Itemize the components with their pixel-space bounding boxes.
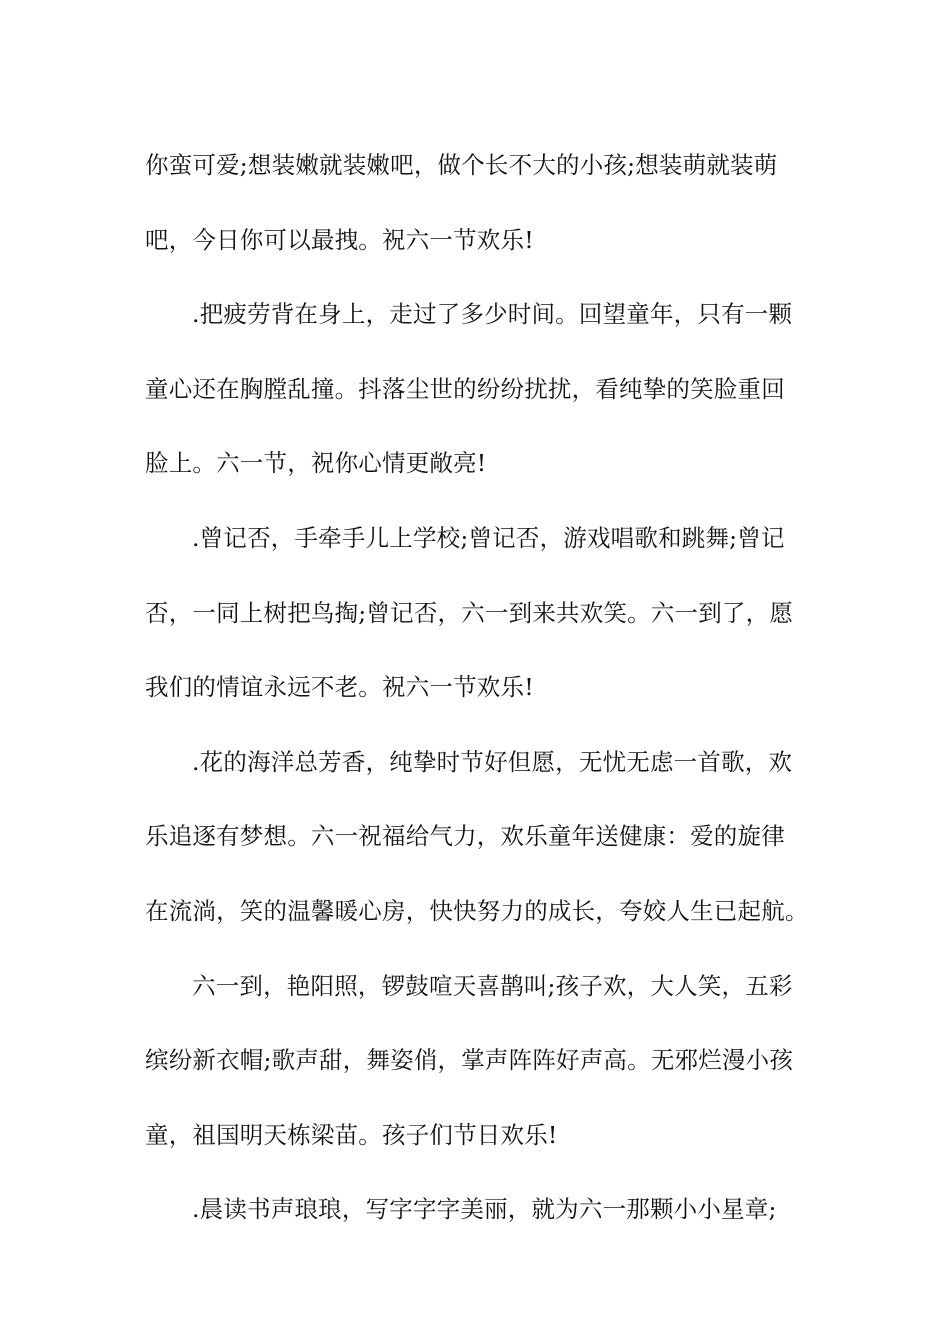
text-line: .晨读书声琅琅，写字字字美丽，就为六一那颗小小星章; bbox=[192, 1195, 777, 1224]
text-line: .把疲劳背在身上，走过了多少时间。回望童年，只有一颗 bbox=[192, 300, 793, 329]
text-line: 吧，今日你可以最拽。祝六一节欢乐! bbox=[145, 225, 534, 254]
text-line: 否，一同上树把鸟掏;曾记否，六一到来共欢笑。六一到了，愿 bbox=[145, 598, 794, 627]
text-line: 我们的情谊永远不老。祝六一节欢乐! bbox=[145, 673, 534, 702]
text-line: .花的海洋总芳香，纯挚时节好但愿，无忧无虑一首歌，欢 bbox=[192, 747, 793, 776]
text-line: .曾记否，手牵手儿上学校;曾记否，游戏唱歌和跳舞;曾记 bbox=[192, 523, 785, 552]
text-line: 童心还在胸膛乱撞。抖落尘世的纷纷扰扰，看纯挚的笑脸重回 bbox=[145, 374, 785, 403]
text-line: 六一到，艳阳照，锣鼓喧天喜鹊叫;孩子欢，大人笑，五彩 bbox=[192, 971, 793, 1000]
text-line: 脸上。六一节，祝你心情更敞亮! bbox=[145, 449, 487, 478]
text-line: 缤纷新衣帽;歌声甜，舞姿俏，掌声阵阵好声高。无邪烂漫小孩 bbox=[145, 1046, 794, 1075]
text-line: 在流淌，笑的温馨暖心房，快快努力的成长，夸姣人生已起航。 bbox=[145, 896, 809, 925]
text-line: 乐追逐有梦想。六一祝福给气力，欢乐童年送健康：爱的旋律 bbox=[145, 822, 785, 851]
text-line: 童，祖国明天栋梁苗。孩子们节日欢乐! bbox=[145, 1120, 558, 1149]
document-body bbox=[145, 128, 810, 1247]
text-line: 你蛮可爱;想装嫩就装嫩吧，做个长不大的小孩;想装萌就装萌 bbox=[145, 151, 778, 179]
